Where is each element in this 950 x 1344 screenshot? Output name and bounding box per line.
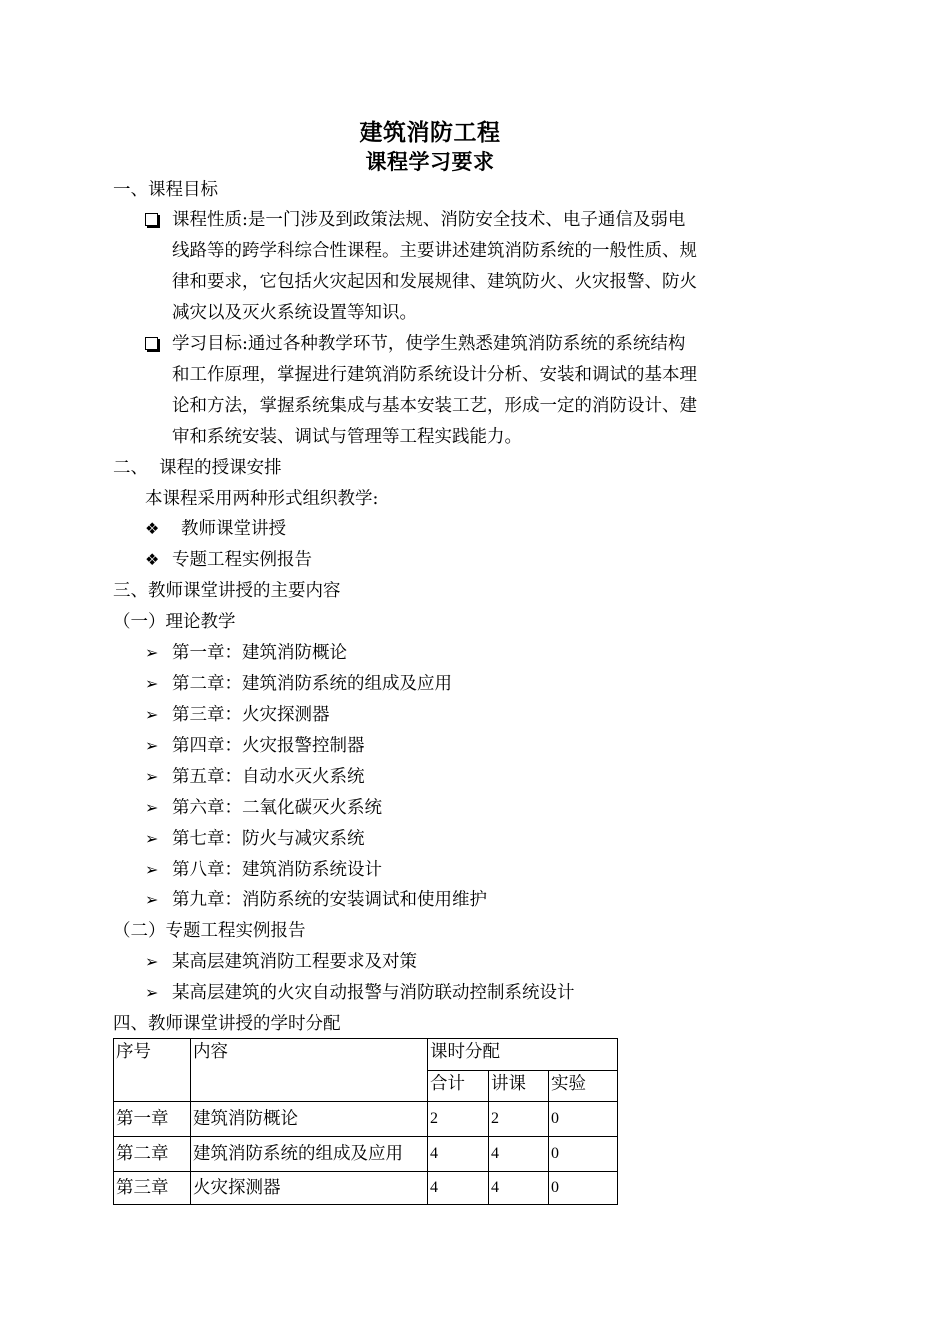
row-lecture: 4 [489, 1172, 549, 1205]
arrow-bullet-icon: ➢ [145, 829, 159, 848]
row-content: 火灾探测器 [191, 1172, 428, 1205]
table-row [114, 1137, 618, 1172]
chapter-item: 第九章：消防系统的安装调试和使用维护 [172, 890, 487, 910]
header-total: 合计 [428, 1070, 489, 1102]
arrow-bullet-icon: ➢ [145, 890, 159, 909]
course-nature-line-4: 减灾以及灭火系统设置等知识。 [172, 303, 417, 323]
diamond-bullet-icon: ❖ [145, 550, 160, 569]
row-total: 4 [428, 1137, 489, 1172]
row-lab: 0 [549, 1137, 618, 1172]
report-item: 某高层建筑的火灾自动报警与消防联动控制系统设计 [172, 983, 575, 1003]
table-row [114, 1172, 618, 1205]
learning-goal-line-2: 和工作原理，掌握进行建筑消防系统设计分析、安装和调试的基本理 [172, 365, 697, 385]
chapter-item: 第四章：火灾报警控制器 [172, 736, 365, 756]
hours-table [113, 1038, 618, 1205]
row-lecture: 4 [489, 1137, 549, 1172]
arrow-bullet-icon: ➢ [145, 674, 159, 693]
learning-goal-line-1: 学习目标:通过各种教学环节，使学生熟悉建筑消防系统的系统结构 [172, 334, 686, 354]
teaching-form-1: 教师课堂讲授 [181, 519, 286, 539]
course-nature-line-2: 线路等的跨学科综合性课程。主要讲述建筑消防系统的一般性质、规 [172, 241, 697, 261]
chapter-item: 第八章：建筑消防系统设计 [172, 860, 382, 880]
header-no: 序号 [114, 1039, 191, 1102]
checkbox-bullet-icon [145, 209, 158, 232]
chapter-item: 第七章：防火与减灾系统 [172, 829, 365, 849]
diamond-bullet-icon: ❖ [145, 519, 160, 538]
arrangement-intro: 本课程采用两种形式组织教学: [145, 489, 379, 509]
arrow-bullet-icon: ➢ [145, 705, 159, 724]
header-lecture: 讲课 [489, 1070, 549, 1102]
header-content: 内容 [191, 1039, 428, 1102]
arrow-bullet-icon: ➢ [145, 860, 159, 879]
row-content: 建筑消防概论 [191, 1102, 428, 1137]
row-lab: 0 [549, 1172, 618, 1205]
section-heading-arrangement: 二、 课程的授课安排 [113, 458, 282, 478]
table-row [114, 1102, 618, 1137]
arrow-bullet-icon: ➢ [145, 798, 159, 817]
row-no: 第二章 [114, 1137, 191, 1172]
chapter-item: 第三章：火灾探测器 [172, 705, 330, 725]
arrow-bullet-icon: ➢ [145, 952, 159, 971]
learning-goal-line-3: 论和方法，掌握系统集成与基本安装工艺，形成一定的消防设计、建 [172, 396, 697, 416]
section-heading-goals: 一、课程目标 [113, 180, 218, 200]
row-lecture: 2 [489, 1102, 549, 1137]
subsection-theory: （一）理论教学 [113, 612, 236, 632]
header-hours: 课时分配 [428, 1039, 618, 1071]
course-nature-line-1: 课程性质:是一门涉及到政策法规、消防安全技术、电子通信及弱电 [172, 210, 686, 230]
section-heading-hours: 四、教师课堂讲授的学时分配 [113, 1014, 341, 1034]
chapter-item: 第六章：二氧化碳灭火系统 [172, 798, 382, 818]
arrow-bullet-icon: ➢ [145, 767, 159, 786]
chapter-item: 第二章：建筑消防系统的组成及应用 [172, 674, 452, 694]
row-total: 2 [428, 1102, 489, 1137]
row-no: 第一章 [114, 1102, 191, 1137]
row-content: 建筑消防系统的组成及应用 [191, 1137, 428, 1172]
arrow-bullet-icon: ➢ [145, 736, 159, 755]
document-title: 建筑消防工程 [359, 120, 501, 146]
row-lab: 0 [549, 1102, 618, 1137]
row-total: 4 [428, 1172, 489, 1205]
report-item: 某高层建筑消防工程要求及对策 [172, 952, 417, 972]
document-subtitle: 课程学习要求 [365, 150, 495, 174]
subsection-reports: （二）专题工程实例报告 [113, 921, 306, 941]
arrow-bullet-icon: ➢ [145, 983, 159, 1002]
course-nature-line-3: 律和要求，它包括火灾起因和发展规律、建筑防火、火灾报警、防火 [172, 272, 697, 292]
row-no: 第三章 [114, 1172, 191, 1205]
section-heading-content: 三、教师课堂讲授的主要内容 [113, 581, 341, 601]
checkbox-bullet-icon [145, 333, 158, 356]
chapter-item: 第一章：建筑消防概论 [172, 643, 347, 663]
teaching-form-2: 专题工程实例报告 [172, 550, 312, 570]
table-header-row [114, 1039, 618, 1071]
header-lab: 实验 [549, 1070, 618, 1102]
learning-goal-line-4: 审和系统安装、调试与管理等工程实践能力。 [172, 427, 522, 447]
chapter-item: 第五章：自动水灭火系统 [172, 767, 365, 787]
arrow-bullet-icon: ➢ [145, 643, 159, 662]
